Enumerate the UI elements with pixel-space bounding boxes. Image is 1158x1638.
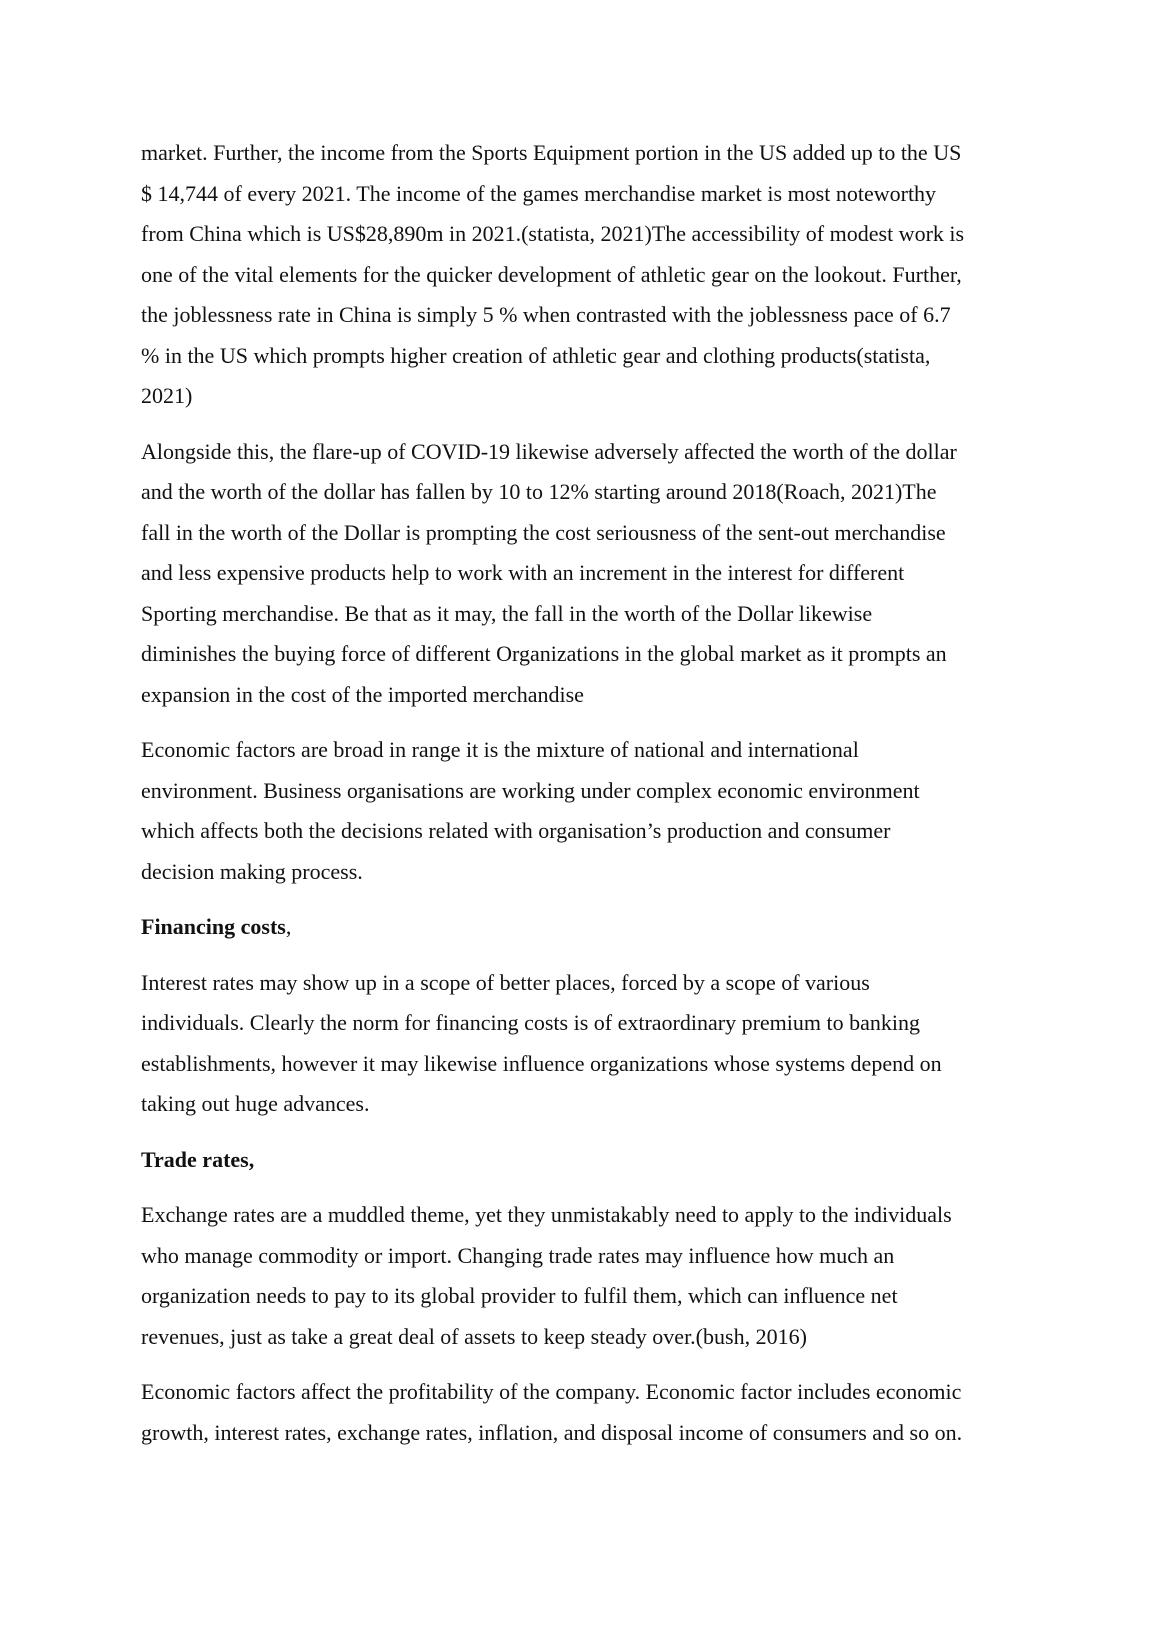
paragraph-interest-rates <box>141 963 1031 1125</box>
text-line: % in the US which prompts higher creation of athletic gear and clothing products(statista, <box>141 342 931 368</box>
text-line: Economic factors affect the profitability of the company. Economic factor includes economic <box>141 1379 962 1404</box>
text-line: from China which is US$28,890m in 2021.(statista, 2021)The accessibility of modest work is <box>141 221 965 246</box>
text-line: organization needs to pay to its global provider to fulfil them, which can influence net <box>141 1283 898 1308</box>
text-line: and less expensive products help to work with an increment in the interest for different <box>141 560 905 585</box>
paragraph-covid-dollar <box>141 432 1031 716</box>
text-line: decision making process. <box>141 858 363 884</box>
text-line: Interest rates may show up in a scope of better places, forced by a scope of various <box>141 969 870 995</box>
text-line: environment. Business organisations are working under complex economic environment <box>141 777 920 803</box>
text-line: individuals. Clearly the norm for financing costs is of extraordinary premium to banking <box>141 1010 920 1035</box>
paragraph-profitability <box>141 1372 1031 1453</box>
paragraph-market-income <box>141 133 1031 417</box>
text-line: growth, interest rates, exchange rates, inflation, and disposal income of consumers and so on. <box>141 1419 963 1445</box>
heading-bold-text: Financing costs <box>141 914 286 939</box>
text-line: revenues, just as take a great deal of assets to keep steady over.(bush, 2016) <box>141 1323 807 1349</box>
text-line: the joblessness rate in China is simply 5 % when contrasted with the joblessness pace of 6.7 <box>141 302 951 327</box>
text-line: Economic factors are broad in range it is the mixture of national and international <box>141 737 859 762</box>
text-line: taking out huge advances. <box>141 1091 370 1116</box>
text-line: which affects both the decisions related with organisation’s production and consumer <box>141 818 891 843</box>
heading-bold-text: Trade rates, <box>141 1146 255 1172</box>
text-line: Alongside this, the flare-up of COVID-19 likewise adversely affected the worth of the dollar <box>141 438 957 464</box>
text-line: $ 14,744 of every 2021. The income of the games merchandise market is most noteworthy <box>141 180 937 206</box>
text-line: 2021) <box>141 383 193 408</box>
document-page <box>141 133 1031 1468</box>
text-line: who manage commodity or import. Changing trade rates may influence how much an <box>141 1242 895 1268</box>
text-line: Exchange rates are a muddled theme, yet they unmistakably need to apply to the individuals <box>141 1202 952 1227</box>
text-line: and the worth of the dollar has fallen by 10 to 12% starting around 2018(Roach, 2021)The <box>141 479 937 504</box>
heading-financing-costs <box>141 907 1031 948</box>
text-line: Sporting merchandise. Be that as it may, the fall in the worth of the Dollar likewise <box>141 600 873 626</box>
paragraph-economic-factors <box>141 730 1031 892</box>
text-line: one of the vital elements for the quicker development of athletic gear on the lookout. Further, <box>141 261 962 287</box>
heading-trade-rates <box>141 1140 1031 1181</box>
paragraph-exchange-rates <box>141 1195 1031 1357</box>
text-line: establishments, however it may likewise influence organizations whose systems depend on <box>141 1050 942 1076</box>
text-line: market. Further, the income from the Sports Equipment portion in the US added up to the US <box>141 140 962 165</box>
text-line: diminishes the buying force of different Organizations in the global market as it prompts an <box>141 641 947 666</box>
text-line: expansion in the cost of the imported merchandise <box>141 681 584 707</box>
heading-suffix: , <box>285 914 292 939</box>
text-line: fall in the worth of the Dollar is prompting the cost seriousness of the sent-out merchandise <box>141 519 946 545</box>
